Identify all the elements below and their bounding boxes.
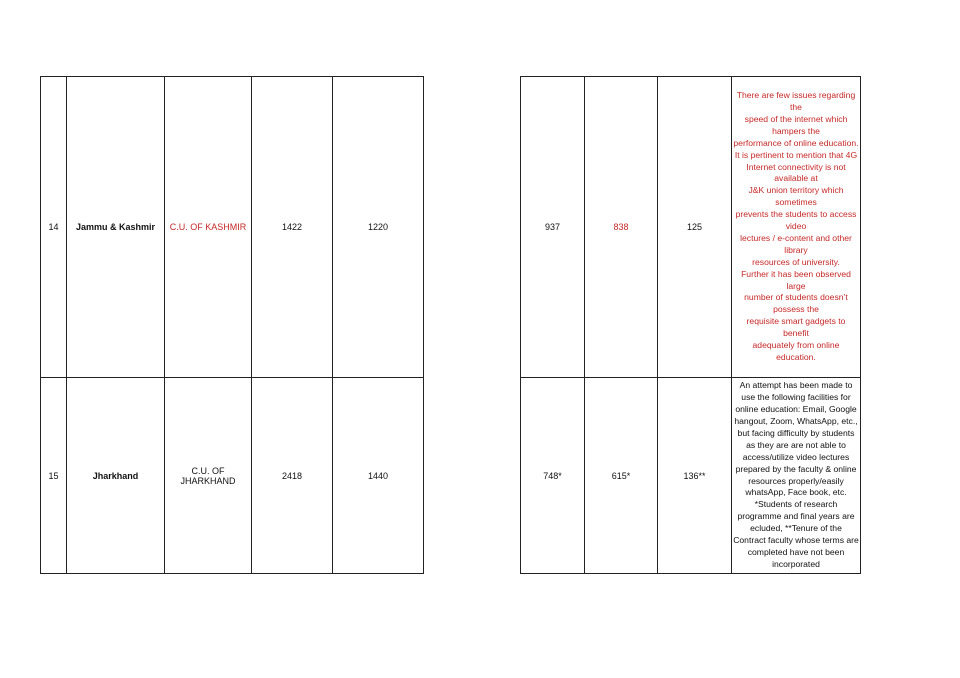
remarks-line: hangout, Zoom, WhatsApp, etc., bbox=[734, 415, 858, 426]
remarks-line: number of students doesn’t bbox=[744, 292, 848, 303]
remarks-line: as they are are not able to bbox=[746, 439, 846, 450]
remarks-line: *Students of research bbox=[754, 499, 838, 510]
remarks-line: J&K union territory which bbox=[748, 185, 844, 196]
value-cell-5: 1440 bbox=[333, 378, 424, 574]
remarks-line: library bbox=[784, 244, 808, 255]
remarks-line: performance of online education. bbox=[733, 137, 859, 148]
remarks-line: It is pertinent to mention that 4G bbox=[734, 149, 858, 160]
value-cell-8: 136** bbox=[658, 378, 732, 574]
value-cell-7: 838 bbox=[585, 77, 658, 378]
remarks-line: prepared by the faculty & online bbox=[735, 463, 857, 474]
state-cell: Jammu & Kashmir bbox=[67, 77, 165, 378]
remarks-line: Contract faculty whose terms are bbox=[733, 535, 859, 546]
remarks-line: hampers the bbox=[772, 125, 820, 136]
remarks-line: resources properly/easily bbox=[748, 475, 844, 486]
serial-number-cell: 14 bbox=[41, 77, 67, 378]
remarks-line: sometimes bbox=[775, 197, 817, 208]
remarks-line: possess the bbox=[773, 304, 819, 315]
serial-number-cell: 15 bbox=[41, 378, 67, 574]
value-cell-5: 1220 bbox=[333, 77, 424, 378]
remarks-line: There are few issues regarding bbox=[736, 90, 856, 101]
value-cell-8: 125 bbox=[658, 77, 732, 378]
university-cell: C.U. OF JHARKHAND bbox=[165, 378, 252, 574]
remarks-line: speed of the internet which bbox=[744, 113, 848, 124]
remarks-line: available at bbox=[774, 173, 818, 184]
remarks-line: but facing difficulty by students bbox=[737, 427, 855, 438]
right-data-table bbox=[520, 76, 861, 574]
remarks-line: programme and final years are bbox=[737, 511, 855, 522]
value-cell-6: 937 bbox=[521, 77, 585, 378]
remarks-line: online education: Email, Google bbox=[735, 404, 857, 415]
remarks-cell bbox=[732, 77, 861, 378]
remarks-line: completed have not been bbox=[747, 546, 845, 557]
table-row bbox=[521, 77, 861, 378]
remarks-line: benefit bbox=[783, 328, 809, 339]
remarks-line: the bbox=[790, 101, 802, 112]
remarks-line: An attempt has been made to bbox=[739, 380, 853, 391]
value-cell-6: 748* bbox=[521, 378, 585, 574]
value-cell-4: 1422 bbox=[252, 77, 333, 378]
value-cell-4: 2418 bbox=[252, 378, 333, 574]
left-data-table bbox=[40, 76, 424, 574]
remarks-line: ecluded, **Tenure of the bbox=[750, 523, 842, 534]
remarks-line: adequately from online bbox=[752, 340, 840, 351]
state-cell: Jharkhand bbox=[67, 378, 165, 574]
table-row bbox=[41, 77, 424, 378]
remarks-line: requisite smart gadgets to bbox=[746, 316, 846, 327]
remarks-line: whatsApp, Face book, etc. bbox=[745, 487, 847, 498]
remarks-line: resources of university. bbox=[752, 256, 840, 267]
table-row bbox=[521, 378, 861, 574]
remarks-line: education. bbox=[776, 352, 816, 363]
remarks-line: lectures / e-content and other bbox=[740, 232, 852, 243]
remarks-line: use the following facilities for bbox=[741, 392, 851, 403]
remarks-line: Further it has been observed bbox=[741, 268, 851, 279]
table-row bbox=[41, 378, 424, 574]
remarks-cell bbox=[732, 378, 861, 574]
remarks-line: video bbox=[785, 221, 807, 232]
remarks-line: access/utilize video lectures bbox=[742, 451, 850, 462]
remarks-line: Internet connectivity is not bbox=[746, 161, 846, 172]
value-cell-7: 615* bbox=[585, 378, 658, 574]
remarks-line: large bbox=[786, 280, 806, 291]
remarks-line: prevents the students to access bbox=[735, 209, 857, 220]
university-cell: C.U. OF KASHMIR bbox=[165, 77, 252, 378]
remarks-line: incorporated bbox=[772, 558, 820, 569]
